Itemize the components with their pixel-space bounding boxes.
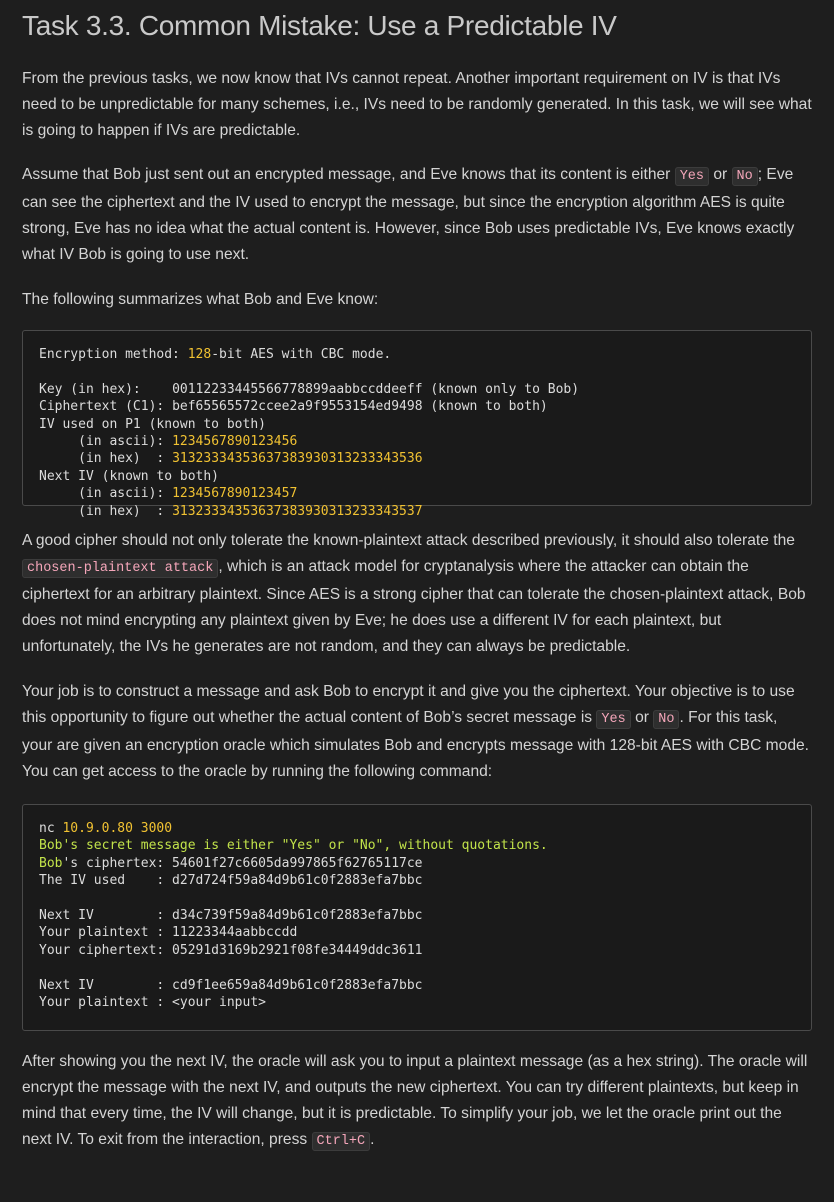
code-line-iv-label: IV used on P1 (known to both) xyxy=(39,416,266,432)
code-line-iv-ascii: (in ascii): 1234567890123456 xyxy=(39,433,298,449)
paragraph-job: Your job is to construct a message and ask Bob to encrypt it and give you the ciphertext. Your objective is to use this opportunity to figure out whether the actual content of Bob’s secret message is Yes or No . For this task, your are given an encryption oracle which simulates Bob and encrypts message with 128-bit AES with CBC mode. You can get access to the oracle by running the following command: xyxy=(22,683,810,780)
code-line-ciphertext: Ciphertext (C1): bef65565572ccee2a9f9553154ed9498 (known to both) xyxy=(39,399,548,415)
code-line-bob-ciphertext: Bob's ciphertex: 54601f27c6605da997865f62765117ce xyxy=(39,855,423,871)
inline-code-ctrl-c: Ctrl+C xyxy=(312,1132,371,1151)
inline-code-yes: Yes xyxy=(675,167,709,186)
inline-code-chosen-plaintext: chosen-plaintext attack xyxy=(22,559,218,578)
code-line-iv-used: The IV used : d27d724f59a84d9b61c0f2883efa7bbc xyxy=(39,873,423,889)
code-line-next-iv-hex: (in hex) : 31323334353637383930313233343537 xyxy=(39,503,423,519)
code-line-nc: nc 10.9.0.80 3000 xyxy=(39,821,173,836)
code-line-ciphertext-1: Your ciphertext: 05291d3169b2921f08fe34449ddc3611 xyxy=(39,942,423,958)
code-line-iv-hex: (in hex) : 31323334353637383930313233343536 xyxy=(39,451,423,467)
code-line-next-iv-1: Next IV : d34c739f59a84d9b61c0f2883efa7bbc xyxy=(39,907,423,923)
code-block-oracle xyxy=(22,804,812,1031)
code-line-plaintext-1: Your plaintext : 11223344aabbccdd xyxy=(39,925,298,941)
code-line-secret: Bob's secret message is either "Yes" or "No", without quotations. xyxy=(39,838,548,854)
code-block-known-info xyxy=(22,330,812,519)
code-line-key: Key (in hex): 00112233445566778899aabbccddeeff (known only to Bob) xyxy=(39,381,580,397)
paragraph-chosen-plaintext: A good cipher should not only tolerate the known-plaintext attack described previously, it should also tolerate the chosen-plaintext attack , which is an attack model for cryptanalysis where the attacker can obtain the ciphertext for an arbitrary plaintext. Since AES is a strong cipher that can tolerate the chosen-plaintext attack, Bob does not mind encrypting any plaintext given by Eve; he does use a different IV for each plaintext, but unfortunately, the IVs he generates are not random, and they can always be predictable. xyxy=(22,532,806,655)
code-line-next-iv-ascii: (in ascii): 1234567890123457 xyxy=(39,486,298,502)
page-title: Task 3.3. Common Mistake: Use a Predictable IV xyxy=(22,10,617,41)
code-line-next-iv-label: Next IV (known to both) xyxy=(39,468,220,484)
inline-code-no: No xyxy=(732,167,758,186)
inline-code-no-2: No xyxy=(653,710,679,729)
code-line-next-iv-2: Next IV : cd9f1ee659a84d9b61c0f2883efa7bbc xyxy=(39,977,423,993)
code-line-method: Encryption method: 128-bit AES with CBC mode. xyxy=(39,347,392,362)
paragraph-assumption: Assume that Bob just sent out an encrypted message, and Eve knows that its content is either Yes or No ; Eve can see the ciphertext and the IV used to encrypt the message, but since the encryption algorithm AES is quite strong, Eve has no idea what the actual content is. However, since Bob uses predictable IVs, Eve knows exactly what IV Bob is going to use next. xyxy=(22,166,795,263)
paragraph-summary-intro: The following summarizes what Bob and Eve know: xyxy=(22,291,379,308)
code-line-plaintext-2: Your plaintext : <your input> xyxy=(39,994,266,1010)
inline-code-yes-2: Yes xyxy=(596,710,630,729)
paragraph-oracle-usage: After showing you the next IV, the oracle will ask you to input a plaintext message (as a hex string). The oracle will encrypt the message with the next IV, and outputs the new ciphertext. You can try different plaintexts, but keep in mind that every time, the IV will change, but it is predictable. To simplify your job, we let the oracle print out the next IV. To exit from the interaction, press Ctrl+C . xyxy=(22,1053,808,1149)
paragraph-intro: From the previous tasks, we now know that IVs cannot repeat. Another important requirement on IV is that IVs need to be unpredictable for many schemes, i.e., IVs need to be randomly generated. In this task, we will see what is going to happen if IVs are predictable. xyxy=(22,70,812,139)
